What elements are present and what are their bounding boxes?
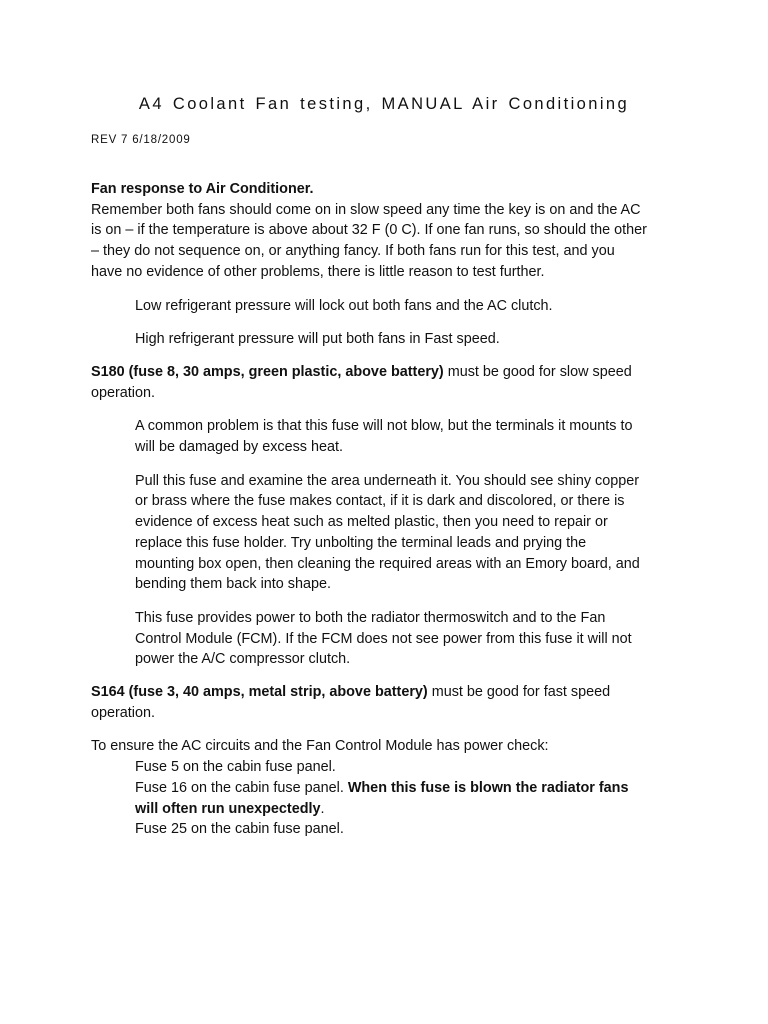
fuse-16-warning-continued: will often run unexpectedly	[135, 800, 321, 817]
pull-fuse-line: bending them back into shape.	[135, 576, 332, 593]
low-pressure-note: Low refrigerant pressure will lock out both fans and the AC clutch.	[135, 297, 553, 314]
pull-fuse-paragraph	[91, 471, 691, 595]
common-problem-line: will be damaged by excess heat.	[135, 439, 343, 456]
s164-text-continued: operation.	[91, 704, 156, 721]
document-title: A4 Coolant Fan testing, MANUAL Air Conditioning	[138, 95, 630, 113]
common-problem-paragraph	[91, 416, 691, 457]
s164-paragraph	[91, 682, 691, 723]
s180-paragraph	[91, 362, 691, 403]
document-body	[91, 179, 691, 840]
fuse-16-text: Fuse 16 on the cabin fuse panel.	[135, 779, 348, 796]
fcm-line: This fuse provides power to both the radiator thermoswitch and to the Fan	[135, 609, 606, 626]
fuse-25-item: Fuse 25 on the cabin fuse panel.	[135, 821, 344, 838]
fuse-list	[91, 757, 691, 840]
intro-line: is on – if the temperature is above about 32 F (0 C). If one fan runs, so should the other	[91, 222, 647, 239]
intro-line: Remember both fans should come on in slow speed any time the key is on and the AC	[91, 201, 641, 218]
fuse-16-item-continued	[135, 799, 691, 820]
intro-line: – they do not sequence on, or anything fancy. If both fans run for this test, and you	[91, 243, 615, 260]
intro-line: have no evidence of other problems, there is little reason to test further.	[91, 263, 545, 280]
s180-text: must be good for slow speed	[443, 363, 632, 380]
high-pressure-note: High refrigerant pressure will put both fans in Fast speed.	[135, 331, 500, 348]
fuse-5-item: Fuse 5 on the cabin fuse panel.	[135, 759, 336, 776]
common-problem-line: A common problem is that this fuse will not blow, but the terminals it mounts to	[135, 418, 633, 435]
s180-text-continued: operation.	[91, 384, 156, 401]
power-check-intro: To ensure the AC circuits and the Fan Control Module has power check:	[91, 738, 549, 755]
revision-date: REV 7 6/18/2009	[91, 134, 191, 146]
pull-fuse-line: evidence of excess heat such as melted plastic, then you need to repair or	[135, 514, 608, 531]
s164-text: must be good for fast speed	[427, 684, 611, 701]
s164-label: S164 (fuse 3, 40 amps, metal strip, above battery)	[91, 684, 428, 701]
pull-fuse-line: mounting box open, then cleaning the required areas with an Emory board, and	[135, 555, 640, 572]
fcm-paragraph	[91, 608, 691, 670]
fcm-line: Control Module (FCM). If the FCM does not see power from this fuse it will not	[135, 630, 632, 647]
pull-fuse-line: or brass where the fuse makes contact, if it is dark and discolored, or there is	[135, 493, 625, 510]
s180-label: S180 (fuse 8, 30 amps, green plastic, above battery)	[91, 363, 444, 380]
pull-fuse-line: replace this fuse holder. Try unbolting the terminal leads and prying the	[135, 534, 587, 551]
intro-paragraph	[91, 200, 691, 283]
fuse-16-item	[135, 778, 691, 799]
section-heading: Fan response to Air Conditioner.	[91, 181, 314, 197]
fuse-16-period: .	[320, 800, 325, 817]
fuse-16-warning: When this fuse is blown the radiator fans	[347, 779, 629, 796]
pull-fuse-line: Pull this fuse and examine the area underneath it. You should see shiny copper	[135, 472, 640, 489]
fcm-line: power the A/C compressor clutch.	[135, 651, 351, 668]
